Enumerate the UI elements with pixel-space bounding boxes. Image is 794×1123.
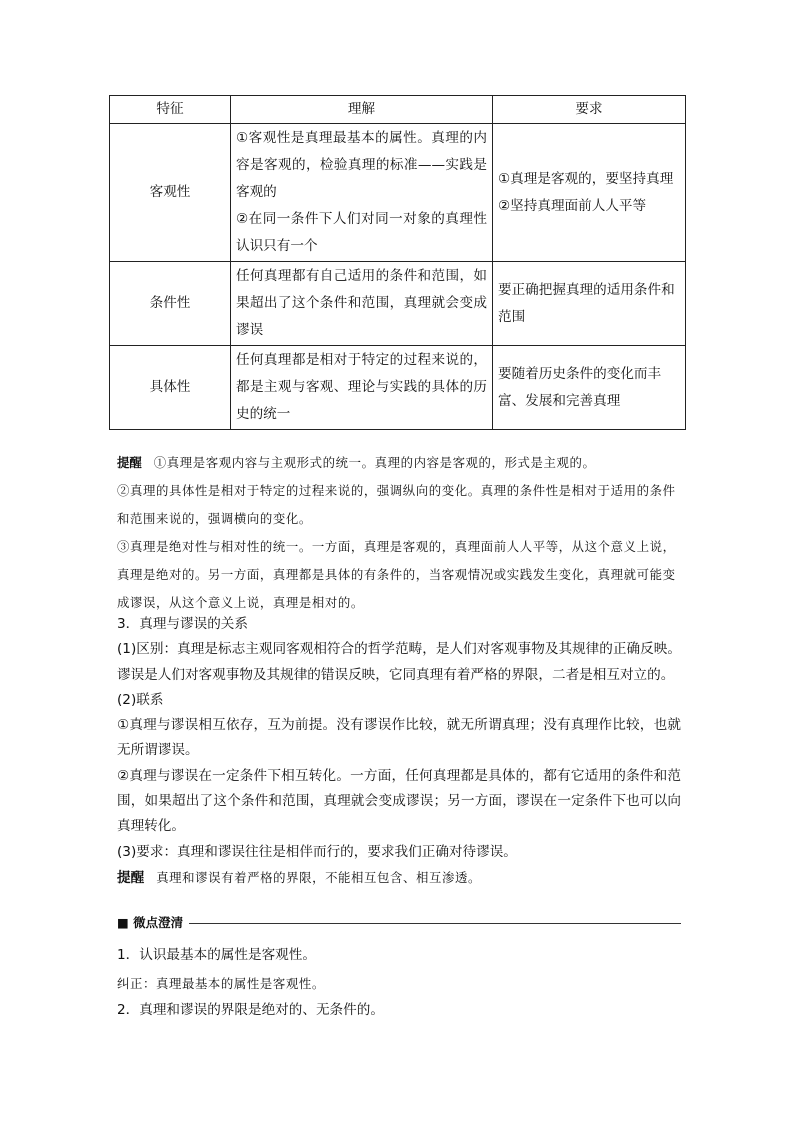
requirement-paragraph: (3)要求：真理和谬误往往是相伴而行的，要求我们正确对待谬误。 — [117, 843, 517, 860]
header-feature: 特征 — [110, 96, 231, 124]
header-understanding: 理解 — [231, 96, 493, 124]
reminder-item — [117, 449, 681, 477]
connection-paragraph-2: ②真理与谬误在一定条件下相互转化。一方面，任何真理都是具体的，都有它适用的条件和范围，如果超出了这个条件和范围，真理就会变成谬误；另一方面，谬误在一定条件下也可以向真理转化。 — [117, 767, 681, 835]
truth-characteristics-table — [109, 95, 686, 430]
reminder-label: 提醒 — [117, 455, 142, 470]
reminder-label: 提醒 — [117, 869, 145, 886]
distinction-paragraph: (1)区别：真理是标志主观同客观相符合的哲学范畴，是人们对客观事物及其规律的正确反映。谬误是人们对客观事物及其规律的错误反映，它同真理有着严格的界限，二者是相互对立的。 — [117, 641, 681, 683]
clarification-item: 2．真理和谬误的界限是绝对的、无条件的。 — [117, 1002, 384, 1018]
requirement-line: 要随着历史条件的变化而丰富、发展和完善真理 — [498, 365, 662, 409]
heading-divider — [117, 923, 681, 924]
table-row — [110, 124, 686, 262]
table-row — [110, 346, 686, 430]
section-title: 3．真理与谬误的关系 — [117, 616, 248, 632]
understanding-cell — [231, 346, 493, 430]
reminder-block — [117, 449, 681, 617]
connection-title: (2)联系 — [117, 691, 164, 708]
truth-error-section — [117, 612, 681, 891]
table-row — [110, 262, 686, 346]
reminder-text: 真理和谬误有着严格的界限，不能相互包含、相互渗透。 — [156, 869, 481, 885]
understanding-cell — [231, 124, 493, 262]
connection-paragraph-1: ①真理与谬误相互依存，互为前提。没有谬误作比较，就无所谓真理；没有真理作比较，也就无所谓谬误。 — [117, 717, 681, 759]
clarification-heading — [117, 915, 681, 931]
header-requirement: 要求 — [493, 96, 686, 124]
understanding-line: ①客观性是真理最基本的属性。真理的内容是客观的，检验真理的标准——实践是客观的 — [236, 130, 487, 200]
reminder-item: ③真理是绝对性与相对性的统一。一方面，真理是客观的，真理面前人人平等，从这个意义上说，真理是绝对的。另一方面，真理都是具体的有条件的，当客观情况或实践发生变化，真理就可能变成谬误，从这个意义上说，真理是相对的。 — [117, 539, 676, 610]
clarification-list — [117, 942, 681, 1025]
understanding-cell — [231, 262, 493, 346]
feature-cell: 条件性 — [110, 262, 231, 346]
understanding-line: 任何真理都是相对于特定的过程来说的，都是主观与客观、理论与实践的具体的历史的统一 — [236, 352, 487, 422]
requirement-line: ①真理是客观的，要坚持真理 — [498, 170, 674, 187]
reminder-item: ②真理的具体性是相对于特定的过程来说的，强调纵向的变化。真理的条件性是相对于适用的条件和范围来说的，强调横向的变化。 — [117, 483, 676, 526]
feature-cell: 具体性 — [110, 346, 231, 430]
correction-text: 纠正：真理最基本的属性是客观性。 — [117, 975, 325, 991]
table-header-row — [110, 96, 686, 124]
feature-cell: 客观性 — [110, 124, 231, 262]
section-reminder — [117, 865, 681, 891]
requirement-cell — [493, 346, 686, 430]
requirement-cell — [493, 262, 686, 346]
requirement-line: 要正确把握真理的适用条件和范围 — [498, 281, 675, 325]
heading-label: ■ 微点澄清 — [117, 915, 189, 931]
understanding-line: 任何真理都有自己适用的条件和范围，如果超出了这个条件和范围，真理就会变成谬误 — [236, 268, 487, 338]
clarification-item: 1．认识最基本的属性是客观性。 — [117, 947, 316, 963]
reminder-text: ①真理是客观内容与主观形式的统一。真理的内容是客观的，形式是主观的。 — [153, 455, 596, 470]
requirement-line: ②坚持真理面前人人平等 — [498, 197, 647, 214]
understanding-line: ②在同一条件下人们对同一对象的真理性认识只有一个 — [236, 211, 487, 254]
requirement-cell — [493, 124, 686, 262]
